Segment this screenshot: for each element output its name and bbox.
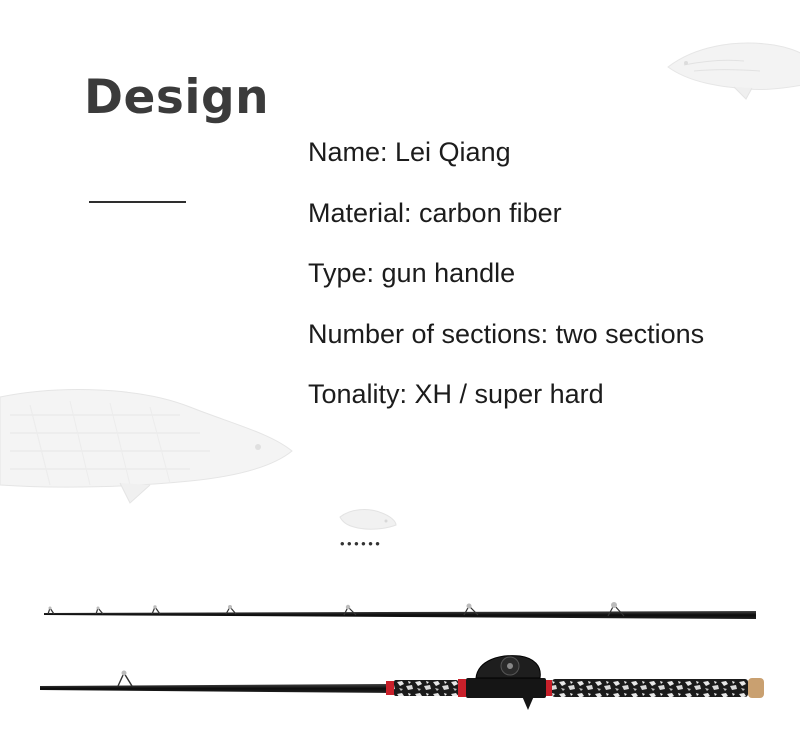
spec-sections: Number of sections: two sections	[308, 318, 705, 349]
spec-list	[308, 130, 704, 433]
fish-watermark-left	[0, 385, 300, 515]
spec-name: Name: Lei Qiang	[308, 137, 511, 167]
fish-watermark-top-right	[664, 25, 800, 105]
rod-butt-section-with-baitcasting-reel	[40, 656, 764, 710]
fish-watermark-small	[338, 503, 398, 535]
title-underline	[89, 201, 186, 203]
spec-material: Material: carbon fiber	[308, 197, 562, 228]
decorative-dots: ••••••	[340, 536, 383, 551]
spec-type: Type: gun handle	[308, 258, 516, 288]
rod-tip-section	[44, 602, 756, 619]
spec-tonality: Tonality: XH / super hard	[308, 379, 604, 409]
page-title: Design	[84, 70, 270, 125]
product-image	[0, 560, 800, 741]
